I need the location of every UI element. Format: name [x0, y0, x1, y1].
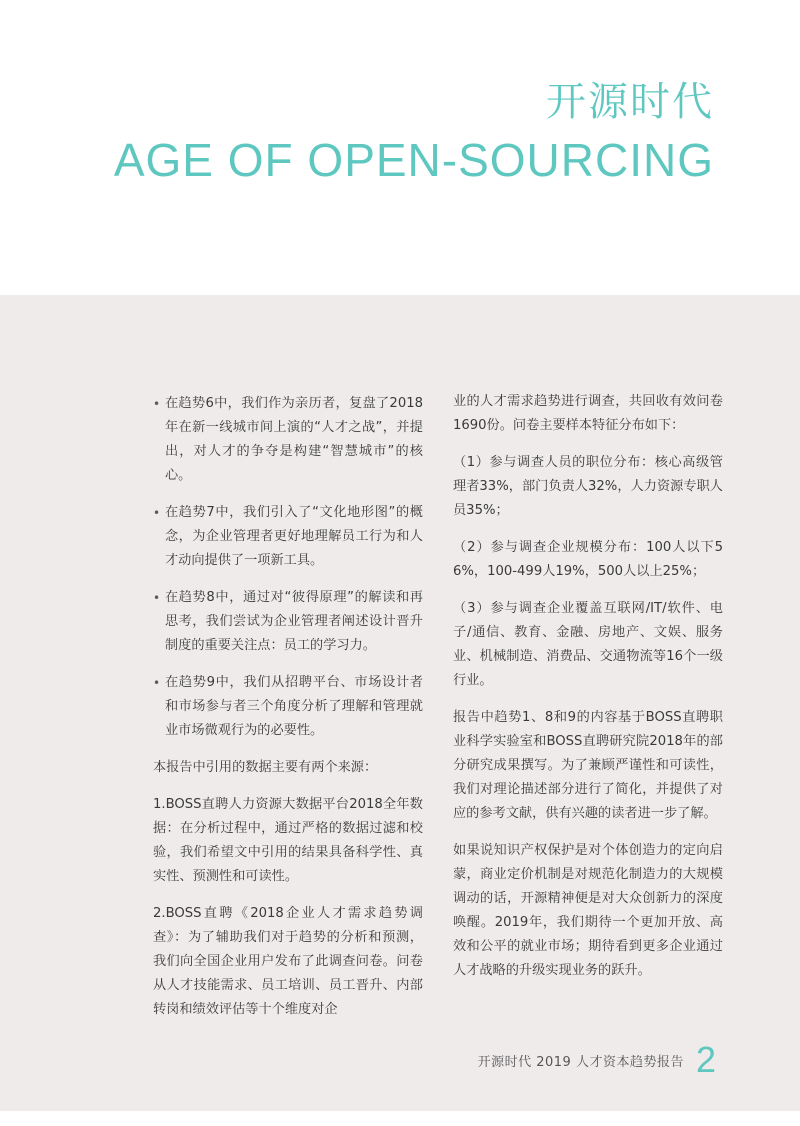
data-sources-intro: 本报告中引用的数据主要有两个来源： — [153, 760, 378, 775]
bullet-dot: • — [153, 591, 161, 605]
closing-paragraph: 如果说知识产权保护是对个体创造力的定向启蒙，商业定价机制是对规范化制造力的大规模调动的话，开源精神便是对大众创新力的深度唤醒。2019年，我们期待一个更加开放、高效和公平的就业市场；期待看到更多企业通过人才战略的升级实现业务的跃升。 — [453, 843, 723, 978]
bullet-dot: • — [153, 506, 161, 520]
section-title-chinese: 开源时代 — [546, 79, 714, 125]
page-header — [0, 0, 800, 295]
section-title-english: AGE OF OPEN-SOURCING — [113, 134, 714, 186]
survey-industry-coverage: （3）参与调查企业覆盖互联网/IT/软件、电子/通信、教育、金融、房地产、文娱、服务业、机械制造、消费品、交通物流等16个一级行业。 — [453, 601, 723, 688]
bullet-dot: • — [153, 676, 161, 690]
bottom-margin — [0, 1111, 800, 1126]
trend-7-paragraph — [153, 501, 423, 573]
right-text-column — [453, 390, 723, 996]
trend-9-paragraph — [153, 671, 423, 743]
paragraph-text: 在趋势8中，通过对“彼得原理”的解读和再思考，我们尝试为企业管理者阐述设计晋升制度的重要关注点：员工的学习力。 — [165, 590, 423, 653]
trend-8-paragraph — [153, 586, 423, 658]
data-source-2: 2.BOSS直聘《2018企业人才需求趋势调查》：为了辅助我们对于趋势的分析和预测，我们向全国企业用户发布了此调查问卷。问卷从人才技能需求、员工培训、员工晋升、内部转岗和绩效评估等十个维度对企 — [153, 906, 423, 1017]
left-text-column — [153, 392, 423, 1035]
footer-report-title: 开源时代 2019 人才资本趋势报告 — [477, 1054, 684, 1070]
bullet-dot: • — [153, 397, 161, 411]
data-source-1: 1.BOSS直聘人力资源大数据平台2018全年数据：在分析过程中，通过严格的数据过滤和校验，我们希望文中引用的结果具备科学性、真实性、预测性和可读性。 — [153, 797, 423, 884]
page-footer — [477, 1039, 716, 1080]
survey-continuation: 业的人才需求趋势进行调查，共回收有效问卷1690份。问卷主要样本特征分布如下： — [453, 394, 723, 433]
survey-company-size-distribution: （2）参与调查企业规模分布：100人以下56%，100-499人19%，500人以上25%； — [453, 540, 723, 579]
survey-position-distribution: （1）参与调查人员的职位分布：核心高级管理者33%，部门负责人32%，人力资源专职人员35%； — [453, 455, 723, 518]
research-basis-paragraph: 报告中趋势1、8和9的内容基于BOSS直聘职业科学实验室和BOSS直聘研究院2018年的部分研究成果撰写。为了兼顾严谨性和可读性，我们对理论描述部分进行了简化，并提供了对应的参考文献，供有兴趣的读者进一步了解。 — [453, 710, 723, 821]
page-number: 2 — [695, 1039, 716, 1080]
paragraph-text: 在趋势7中，我们引入了“文化地形图”的概念，为企业管理者更好地理解员工行为和人才动向提供了一项新工具。 — [165, 505, 423, 568]
paragraph-text: 在趋势9中，我们从招聘平台、市场设计者和市场参与者三个角度分析了理解和管理就业市场微观行为的必要性。 — [165, 675, 423, 738]
trend-6-paragraph — [153, 392, 423, 488]
paragraph-text: 在趋势6中，我们作为亲历者，复盘了2018年在新一线城市间上演的“人才之战”，并提出，对人才的争夺是构建“智慧城市”的核心。 — [165, 396, 423, 483]
